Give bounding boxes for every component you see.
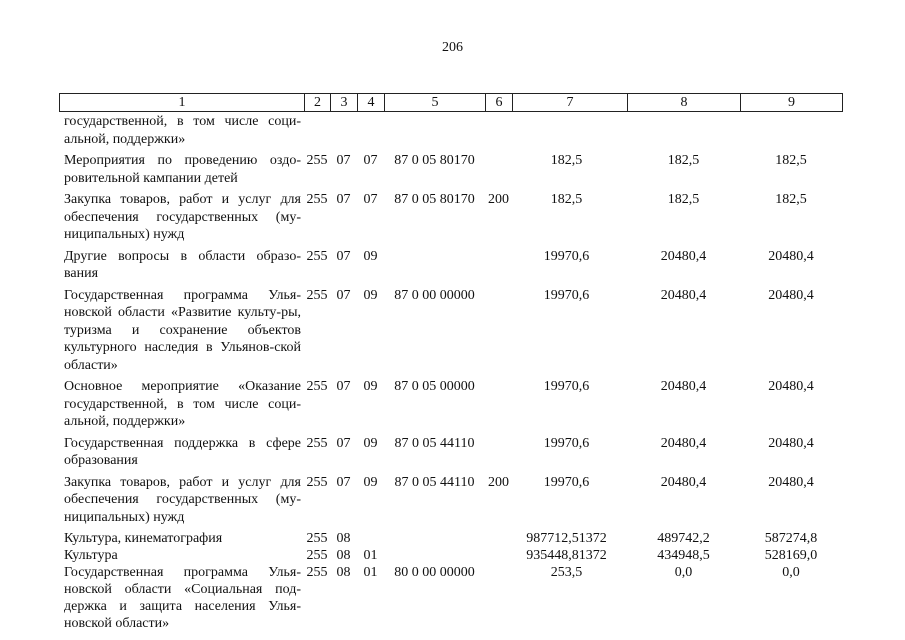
cell-col-4: 07 [363, 192, 378, 207]
cell-col-4: 09 [363, 248, 378, 264]
cell-col-5: 87 0 05 44110 [394, 435, 475, 451]
cell-col-8: 20480,4 [660, 248, 707, 264]
table-row [59, 526, 842, 547]
cell-col-9: 20480,4 [768, 379, 814, 394]
cell-col-2: 255 [306, 548, 328, 563]
table-row [59, 547, 842, 564]
cell-col-9: 0,0 [782, 565, 800, 580]
cell-col-7 [512, 113, 627, 148]
cell-col-4: 09 [363, 474, 378, 490]
cell-col-3: 07 [336, 287, 351, 303]
row-name: Закупка товаров, работ и услуг для обеспечения государственных (му-ниципальных) нужд [64, 474, 301, 525]
cell-col-7: 182,5 [550, 153, 583, 168]
header-col-7: 7 [513, 94, 628, 112]
row-name: Культура, кинематография [64, 531, 223, 546]
cell-col-6 [485, 374, 512, 431]
cell-col-6 [485, 564, 512, 632]
cell-col-7: 987712,51372 [526, 531, 607, 546]
cell-col-3: 07 [336, 379, 351, 394]
cell-col-2: 255 [306, 153, 328, 168]
cell-col-6: 200 [488, 192, 509, 207]
cell-col-4 [357, 526, 384, 547]
cell-col-5 [384, 526, 485, 547]
cell-col-4: 01 [363, 548, 378, 563]
row-name: Культура [64, 548, 118, 563]
header-col-4: 4 [358, 94, 385, 112]
cell-col-4: 09 [363, 287, 378, 303]
cell-col-3: 07 [336, 153, 351, 168]
table-row [59, 187, 842, 244]
cell-col-8 [627, 113, 740, 148]
cell-col-7: 19970,6 [543, 474, 590, 490]
cell-col-8: 434948,5 [657, 548, 710, 563]
column-number-header [59, 93, 843, 112]
table-row [59, 244, 842, 283]
cell-col-8: 20480,4 [660, 379, 707, 394]
cell-col-8: 20480,4 [660, 287, 707, 303]
cell-col-2: 255 [306, 248, 328, 264]
cell-col-8: 182,5 [667, 192, 700, 207]
header-col-1: 1 [60, 94, 305, 112]
cell-col-5: 80 0 00 00000 [394, 565, 475, 580]
cell-col-7: 19970,6 [543, 287, 590, 303]
cell-col-2: 255 [306, 531, 328, 546]
header-col-9: 9 [741, 94, 843, 112]
cell-col-3: 07 [336, 435, 351, 451]
cell-col-2 [304, 113, 330, 148]
cell-col-9 [740, 113, 842, 148]
cell-col-8: 182,5 [667, 153, 700, 168]
row-name: Государственная программа Улья-новской области «Социальная под-держка и защита населения Улья-новской области» [64, 565, 301, 631]
budget-table [59, 113, 842, 632]
cell-col-4: 09 [363, 435, 378, 451]
cell-col-8: 20480,4 [660, 435, 707, 451]
cell-col-6 [485, 148, 512, 187]
cell-col-6 [485, 244, 512, 283]
row-name: Закупка товаров, работ и услуг для обеспечения государственных (му-ниципальных) нужд [64, 192, 301, 242]
cell-col-5 [384, 547, 485, 564]
cell-col-3: 08 [336, 565, 351, 580]
cell-col-9: 20480,4 [768, 287, 814, 303]
cell-col-8: 20480,4 [660, 474, 707, 490]
table-row [59, 283, 842, 375]
row-name: Основное мероприятие «Оказание государственной, в том числе соци-альной, поддержки» [64, 379, 301, 429]
table-row [59, 470, 842, 527]
cell-col-5: 87 0 05 80170 [394, 192, 475, 207]
cell-col-7: 19970,6 [543, 379, 590, 394]
cell-col-6 [485, 113, 512, 148]
cell-col-3 [330, 113, 357, 148]
cell-col-7: 253,5 [550, 565, 583, 580]
cell-col-8: 489742,2 [657, 531, 710, 546]
cell-col-9: 20480,4 [768, 248, 814, 264]
cell-col-7: 19970,6 [543, 435, 590, 451]
row-name: Государственная поддержка в сфере образования [64, 435, 301, 468]
header-col-6: 6 [486, 94, 513, 112]
cell-col-2: 255 [306, 287, 328, 303]
cell-col-3: 07 [336, 474, 351, 490]
cell-col-4 [357, 113, 384, 148]
page-number: 206 [442, 40, 463, 55]
cell-col-3: 08 [336, 548, 351, 563]
cell-col-6 [485, 283, 512, 375]
table-row [59, 564, 842, 632]
cell-col-9: 182,5 [775, 153, 807, 168]
cell-col-9: 587274,8 [764, 531, 818, 546]
header-col-8: 8 [628, 94, 741, 112]
cell-col-5: 87 0 05 80170 [394, 153, 475, 168]
cell-col-9: 528169,0 [764, 548, 818, 563]
cell-col-9: 20480,4 [768, 435, 814, 451]
cell-col-6 [485, 431, 512, 470]
cell-col-5: 87 0 05 00000 [394, 379, 475, 394]
cell-col-7: 19970,6 [543, 248, 590, 264]
cell-col-7: 935448,81372 [526, 548, 607, 563]
table-row [59, 431, 842, 470]
table-row [59, 148, 842, 187]
cell-col-5 [384, 113, 485, 148]
cell-col-4: 07 [363, 153, 378, 168]
cell-col-9: 20480,4 [768, 474, 814, 490]
cell-col-6 [485, 526, 512, 547]
cell-col-4: 01 [363, 565, 378, 580]
cell-col-2: 255 [306, 474, 328, 490]
cell-col-5 [384, 244, 485, 283]
cell-col-6 [485, 547, 512, 564]
header-col-3: 3 [331, 94, 358, 112]
cell-col-8: 0,0 [674, 565, 693, 580]
cell-col-5: 87 0 05 44110 [394, 474, 475, 490]
cell-col-2: 255 [306, 192, 328, 207]
row-name: Другие вопросы в области образо-вания [64, 248, 301, 281]
cell-col-7: 182,5 [550, 192, 583, 207]
cell-col-3: 08 [336, 531, 351, 546]
cell-col-3: 07 [336, 248, 351, 264]
cell-col-4: 09 [363, 379, 378, 394]
cell-col-5: 87 0 00 00000 [394, 287, 475, 303]
cell-col-3: 07 [336, 192, 351, 207]
cell-col-9: 182,5 [775, 192, 807, 207]
cell-col-2: 255 [306, 565, 328, 580]
header-col-5: 5 [385, 94, 486, 112]
header-col-2: 2 [305, 94, 331, 112]
row-name: Мероприятия по проведению оздо-ровительной кампании детей [64, 153, 301, 186]
table-row [59, 113, 842, 148]
cell-col-6: 200 [488, 474, 509, 490]
cell-col-2: 255 [306, 379, 328, 394]
cell-col-2: 255 [306, 435, 328, 451]
table-row [59, 374, 842, 431]
row-name: государственной, в том числе соци-альной, поддержки» [64, 114, 301, 147]
row-name: Государственная программа Улья-новской области «Развитие культу-ры, туризма и сохранение объектов культурного наследия в Ульянов-ской области» [64, 287, 301, 373]
